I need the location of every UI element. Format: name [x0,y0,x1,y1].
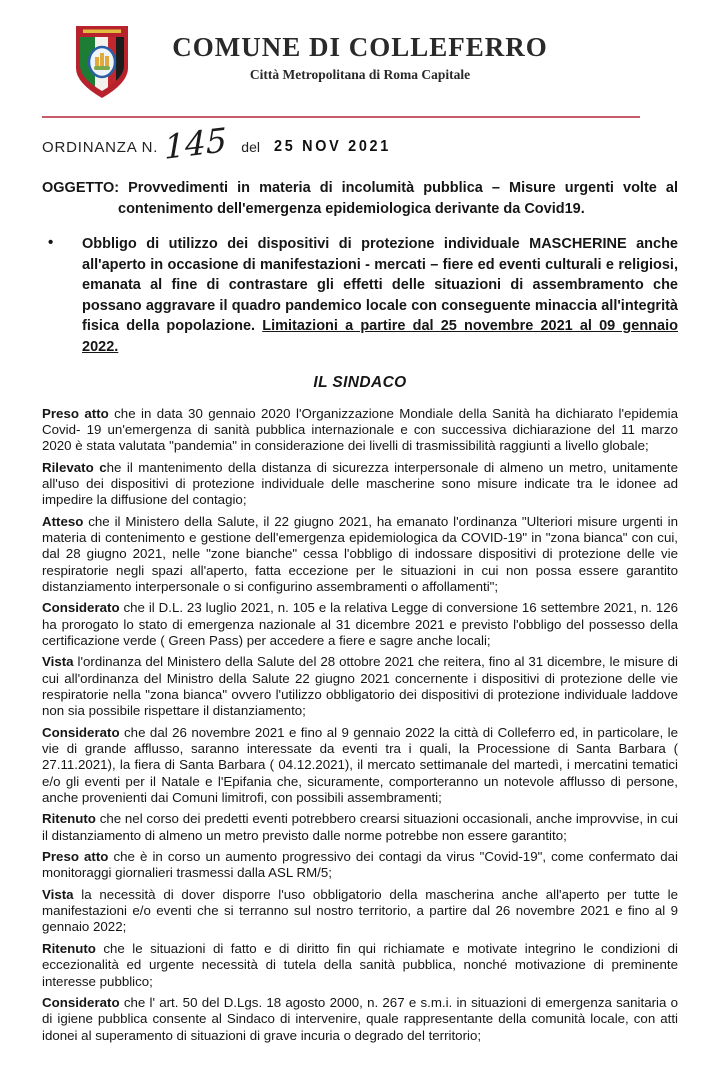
paragraph-lead: Considerato [42,724,120,740]
letterhead [42,20,678,100]
paragraph-text: che il D.L. 23 luglio 2021, n. 105 e la relativa Legge di conversione 16 settembre 2021, n. 126 ha prorogato lo stato di emergenza nazionale al 31 dicembre 2021 e previsto l'obbligo del possesso della certificazione verde ( Green Pass) per accedere a fiere e sagre anche locali; [42,600,678,648]
bullet-item [42,234,678,357]
ordinance-del-label: del [241,139,260,155]
subject-label: OGGETTO: [42,180,120,196]
paragraph-lead: Ritenuto [42,940,96,956]
ordinance-date-stamp: 25 NOV 2021 [273,138,391,155]
paragraph-text: che è in corso un aumento progressivo dei contagi da virus "Covid-19", come confermato dai monitoraggi giornalieri trasmessi dalla ASL RM/5; [42,849,678,881]
body-paragraph [42,514,678,596]
subject-text: Provvedimenti in materia di incolumità pubblica – Misure urgenti volte al contenimento dell'emergenza epidemiologica derivante da Covid19. [118,180,678,218]
letterhead-text [42,20,678,83]
paragraph-lead: Preso atto [42,405,109,421]
paragraph-text: che le situazioni di fatto e di diritto fin qui richiamate e motivate integrino le condizioni di eccezionalità ed urgente necessità di tutela della sanità pubblica, nonché motivazione di preminente interesse pubblico; [42,940,678,989]
body-paragraph [42,460,678,509]
subject-paragraph [42,178,678,220]
paragraph-text: che dal 26 novembre 2021 e fino al 9 gennaio 2022 la città di Colleferro ed, in particolare, le vie di grande afflusso, saranno interessate da eventi tra i quali, la Processione di Santa Barbara ( 27.11.2021), la fiera di Santa Barbara ( 04.12.2021), il mercato settimanale del martedì, i mercatini tematici e/o gli eventi per il Natale e l'Epifania che, sicuramente, comporteranno un notevole afflusso di persone, anche provenienti dai Comuni limitrofi, con possibili assembramenti; [42,724,678,806]
paragraph-text: la necessità di dover disporre l'uso obbligatorio della mascherina anche all'aperto per tutte le manifestazioni e/o eventi che si terranno sul nostro territorio, a partire dal 26 novembre 2021 e fino al 9 gennaio 2022; [42,886,678,935]
paragraph-lead: Vista [42,886,74,902]
section-heading-il-sindaco: IL SINDACO [313,373,407,391]
ordinance-line [42,119,678,168]
bullet-text [82,234,678,357]
paragraph-lead: Ritenuto [42,811,96,827]
body-paragraph [42,406,678,455]
header-divider [42,116,640,118]
paragraph-lead: Considerato [42,600,120,616]
paragraph-lead: Rilevato c [42,459,107,475]
body-paragraph [42,849,678,882]
paragraph-lead: Atteso [42,513,84,529]
municipality-subtitle: Città Metropolitana di Roma Capitale [249,67,471,82]
paragraph-text: che l' art. 50 del D.Lgs. 18 agosto 2000, n. 267 e s.m.i. in situazioni di emergenza sanitaria o di igiene pubblica consente al Sindaco di intervenire, quale rappresentante della comunità locale, con atti idonei al superamento di situazioni di grave incuria o degrado del territorio; [42,994,678,1043]
bullet-main-text: Obbligo di utilizzo dei dispositivi di protezione individuale MASCHERINE anche all'aperto in occasione di manifestazioni - mercati – fiere ed eventi culturali e religiosi, emanata al fine di contrastare gli effetti delle situazioni di assembramento che possano aggravare il quadro pandemico locale con conseguente minaccia all'integrità fisica della popolazione. [82,236,678,335]
coat-of-arms-icon [74,24,130,100]
body-paragraph [42,725,678,807]
paragraph-lead: Considerato [42,994,120,1010]
body-paragraph [42,654,678,719]
body-paragraphs [42,406,678,1044]
body-paragraph [42,941,678,990]
paragraph-text: che nel corso dei predetti eventi potrebbero crearsi situazioni occasionali, anche improvvise, in cui il distanziamento di almeno un metro previsto dalle norme potrebbe non essere garantito; [42,811,678,843]
bullet-marker: • [48,234,54,252]
paragraph-text: l'ordinanza del Ministero della Salute del 28 ottobre 2021 che reitera, fino al 31 dicembre, le misure di cui all'ordinanza del Ministro della Salute 22 giugno 2021 concernente i dispositivi di protezione delle vie respiratorie nella "zona bianca" ovvero l'utilizzo obbligatorio dei dispositivi di protezione individuale laddove non sia possibile rispettare il distanziamento; [42,654,678,719]
ordinance-number-handwritten: 145 [164,119,228,167]
body-paragraph [42,811,678,844]
paragraph-lead: Vista [42,654,74,670]
bullet-underlined-text: Limitazioni a partire dal 25 novembre 2021 al 09 gennaio 2022. [82,318,678,355]
ordinance-label: ORDINANZA N. [42,138,159,156]
body-paragraph [42,600,678,649]
municipality-title: COMUNE DI COLLEFERRO [172,32,548,62]
paragraph-text: che il Ministero della Salute, il 22 giugno 2021, ha emanato l'ordinanza "Ulteriori misure urgenti in materia di contenimento e gestione dell'emergenza epidemiologica da COVID-19" in "zona bianca" con cui, dal 28 giugno 2021, nelle "zone bianche" cessa l'obbligo di indossare dispositivi di protezione delle vie respiratorie negli spazi all'aperto, fatta eccezione per le situazioni in cui non possa essere garantito distanziamento interpersonale o si configurino assembramenti o affollamenti"; [42,513,678,594]
paragraph-lead: Preso atto [42,849,109,865]
body-paragraph [42,995,678,1044]
paragraph-text: che in data 30 gennaio 2020 l'Organizzazione Mondiale della Sanità ha dichiarato l'epidemia Covid- 19 un'emergenza di sanità pubblica internazionale e con successiva dichiarazione del 11 marzo 2020 è stata valutata "pandemia" in considerazione dei livelli di trasmissibilità raggiunti a livello globale; [42,405,678,454]
body-paragraph [42,887,678,936]
paragraph-text: he il mantenimento della distanza di sicurezza interpersonale di almeno un metro, unitamente all'uso dei dispositivi di protezione individuale delle mascherine sono misure indicate tra le idonee ad impedire la diffusione del contagio; [42,459,678,508]
